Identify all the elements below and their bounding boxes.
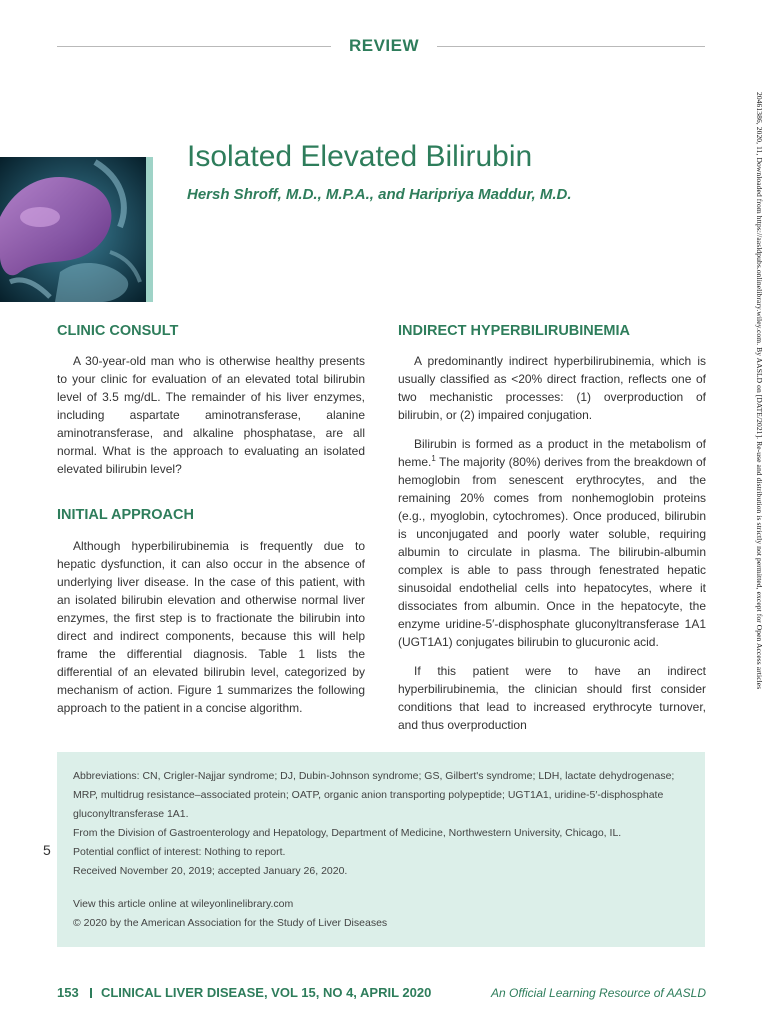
- indirect-paragraph-1: A predominantly indirect hyperbilirubinemia, which is usually classified as <20% direct fraction, reflects one of two mechanistic processes: (1) overproduction of bilirubin, or (2) impaired conjugation.: [398, 354, 706, 422]
- affiliation-line: From the Division of Gastroenterology and Hepatology, Department of Medicine, Northwestern University, Chicago, IL.: [73, 827, 622, 839]
- article-authors: Hersh Shroff, M.D., M.P.A., and Haripriya Maddur, M.D.: [187, 186, 572, 203]
- copyright-line: © 2020 by the American Association for the Study of Liver Diseases: [73, 917, 388, 929]
- para2-rest: The majority (80%) derives from the breakdown of hemoglobin from senescent erythrocytes, and the remaining 20% comes from nonhemoglobin proteins (e.g., myoglobin, cytochromes). Once produced, bilirubin is unconjugated and poorly water soluble, requiring albumin to circulate in plasma. The bilirubin-albumin complex is able to pass through fenestrated hepatic sinusoidal endothelial cells into hepatocytes, where it dissociates from albumin. Once in the hepatocyte, the enzyme uridine-5′-disphosphate gluconyltransferase 1A1 (UGT1A1) conjugates bilirubin to glucuronic acid.: [398, 455, 706, 649]
- margin-number: 5: [43, 842, 51, 858]
- header-rule-right: [437, 46, 705, 47]
- initial-paragraph: Although hyperbilirubinemia is frequently due to hepatic dysfunction, it can also occur in the absence of underlying liver disease. In the case of this patient, with an isolated bilirubin elevation and otherwise normal liver enzymes, the first step is to fractionate the bilirubin into direct and indirect components, because this will help frame the differential diagnosis. Table 1 lists the differential of an elevated bilirubin level, categorized by mechanism of action. Figure 1 summarizes the following approach to the patient in a concise algorithm.: [57, 539, 365, 715]
- view-online-line[interactable]: View this article online at wileyonlinelibrary.com: [73, 898, 294, 910]
- abbreviations-line-1: Abbreviations: CN, Crigler-Najjar syndrome; DJ, Dubin-Johnson syndrome; GS, Gilbert's syndrome; LDH, lactate dehydrogenase;: [73, 770, 675, 782]
- footer-separator: [90, 988, 92, 998]
- para2-start: Bilirubin is formed as a product in the metabolism of heme.: [398, 437, 706, 469]
- heading-initial-approach: INITIAL APPROACH: [57, 507, 194, 523]
- initial-approach-text: [57, 537, 365, 728]
- section-label: REVIEW: [348, 36, 420, 55]
- conflict-line: Potential conflict of interest: Nothing to report.: [73, 846, 286, 858]
- heading-clinic-consult: CLINIC CONSULT: [57, 323, 179, 339]
- article-title: Isolated Elevated Bilirubin: [187, 140, 533, 173]
- footer-page-number: 153: [57, 985, 79, 1000]
- indirect-text: [398, 352, 706, 745]
- received-line: Received November 20, 2019; accepted January 26, 2020.: [73, 865, 348, 877]
- heading-indirect-hyperbilirubinemia: INDIRECT HYPERBILIRUBINEMIA: [398, 323, 631, 339]
- clinic-consult-text: [57, 352, 365, 489]
- hero-accent-stripe: [146, 157, 153, 302]
- reference-1[interactable]: 1: [431, 454, 436, 463]
- footer-citation: [57, 985, 431, 1000]
- abbreviations-line-3: gluconyltransferase 1A1.: [73, 808, 189, 820]
- clinic-paragraph: A 30-year-old man who is otherwise healthy presents to your clinic for evaluation of an elevated total bilirubin level of 3.5 mg/dL. The remainder of his liver enzymes, including aspartate aminotransferase, alanine aminotransferase, and alkaline phosphatase, are all normal. What is the approach to evaluating an isolated elevated bilirubin level?: [57, 354, 365, 476]
- footer-resource: An Official Learning Resource of AASLD: [491, 986, 706, 1000]
- side-download-note: 20461386, 2020, 11, Downloaded from https://aasldpubs.onlinelibrary.wiley.com. By AASLD on [DATE/2021]. Re-use and distribution is strictly not permitted, except for Open Access articles: [755, 92, 764, 690]
- indirect-paragraph-2: [398, 435, 706, 651]
- liver-illustration: [0, 157, 146, 302]
- indirect-paragraph-3: If this patient were to have an indirect hyperbilirubinemia, the clinician should first consider conditions that lead to increased erythrocyte turnover, and thus overproduction: [398, 664, 706, 732]
- footer-journal: CLINICAL LIVER DISEASE, VOL 15, NO 4, APRIL 2020: [100, 985, 432, 1000]
- header-rule-left: [57, 46, 331, 47]
- abbreviations-line-2: MRP, multidrug resistance–associated protein; OATP, organic anion transporting polypeptide; UGT1A1, uridine-5′-disphosphate: [73, 789, 664, 801]
